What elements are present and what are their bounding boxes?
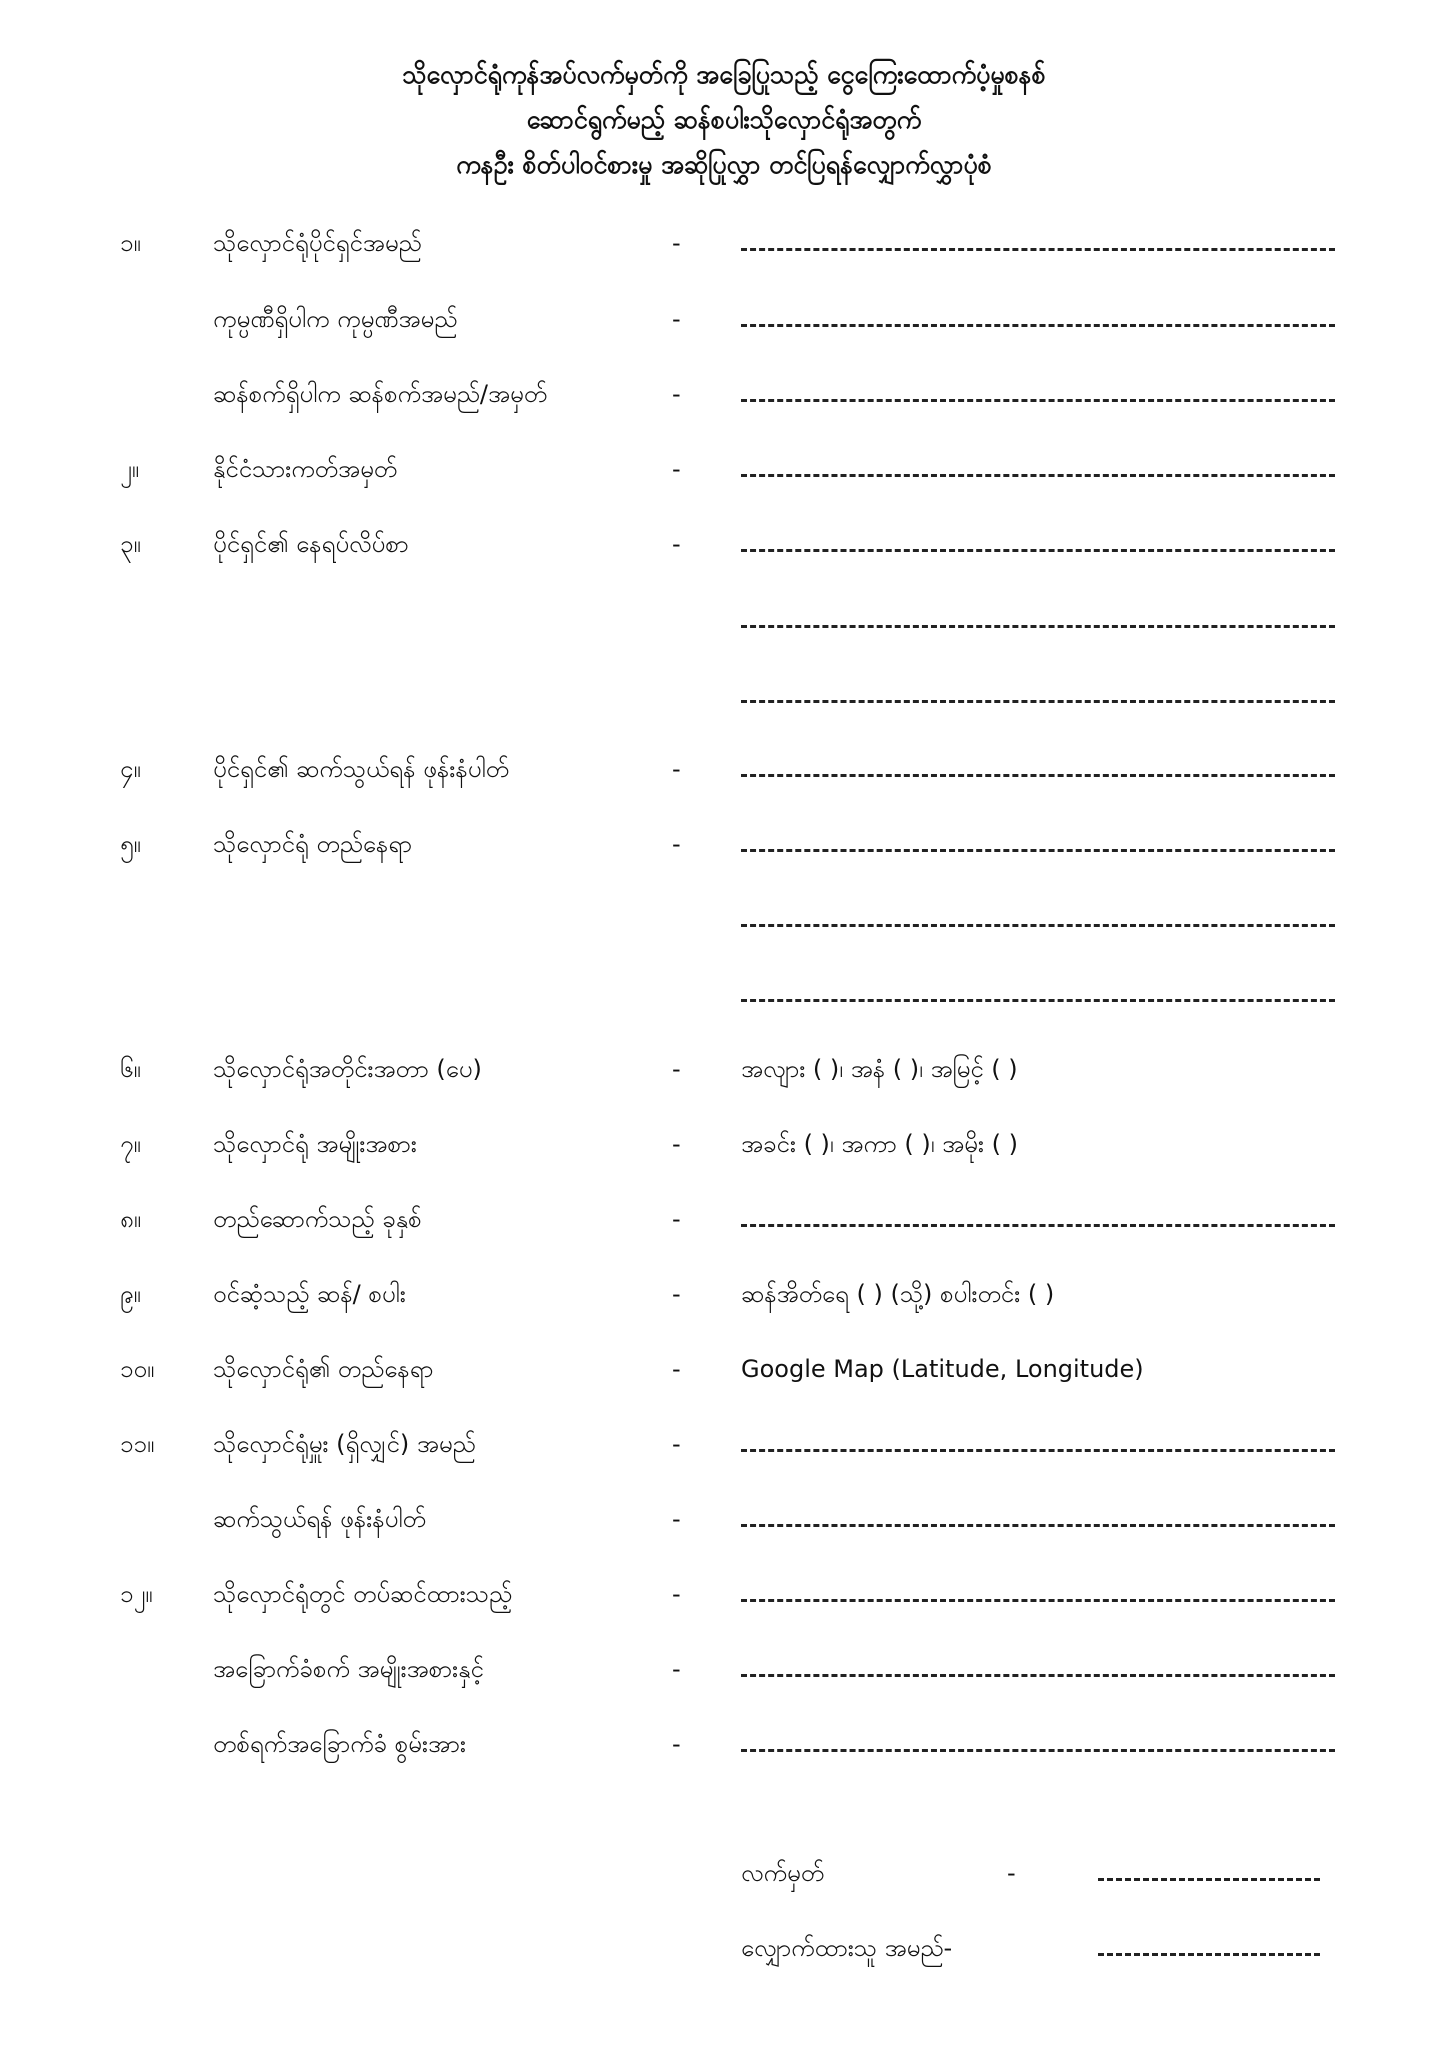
company-name-label: ကုမ္ပဏီရှိပါက ကုမ္ပဏီအမည် bbox=[213, 305, 458, 333]
form-row bbox=[0, 1044, 1448, 1094]
form-row bbox=[0, 218, 1448, 268]
title-line-3: ကနဦး စိတ်ပါဝင်စားမှု အဆိုပြုလွှာ တင်ပြရန်လျှောက်လွှာပုံစံ bbox=[456, 150, 992, 179]
form-row bbox=[0, 1269, 1448, 1319]
form-row bbox=[0, 1719, 1448, 1769]
item-number: ၃။ bbox=[120, 530, 141, 558]
form-row bbox=[0, 369, 1448, 419]
form-row bbox=[0, 1569, 1448, 1619]
form-row bbox=[0, 1194, 1448, 1244]
form-row-continuation bbox=[0, 969, 1448, 1019]
owner-phone-field[interactable] bbox=[741, 774, 1335, 777]
manager-phone-field[interactable] bbox=[741, 1524, 1335, 1527]
rice-mill-name-field[interactable] bbox=[741, 399, 1335, 402]
item-number: ၇။ bbox=[120, 1130, 141, 1158]
item-number: ၅။ bbox=[120, 830, 141, 858]
form-row-continuation bbox=[0, 894, 1448, 944]
signature-row bbox=[0, 1848, 1448, 1898]
signature-label: လက်မှတ် bbox=[741, 1859, 825, 1887]
manager-name-label: သိုလှောင်ရုံမှူး (ရှိလျှင်) အမည် bbox=[213, 1430, 476, 1458]
form-row bbox=[0, 294, 1448, 344]
form-row-continuation bbox=[0, 670, 1448, 720]
form-row bbox=[0, 1644, 1448, 1694]
title-line-2: ဆောင်ရွက်မည့် ဆန်စပါးသိုလှောင်ရုံအတွက် bbox=[526, 105, 922, 134]
separator: - bbox=[672, 1280, 681, 1308]
separator: - bbox=[1007, 1859, 1016, 1887]
item-number: ၁၁။ bbox=[120, 1430, 155, 1458]
warehouse-dimensions-fields[interactable]: အလျား ( )၊ အနံ ( )၊ အမြင့် ( ) bbox=[741, 1055, 1018, 1083]
nrc-number-label: နိုင်ငံသားကတ်အမှတ် bbox=[213, 455, 398, 483]
separator: - bbox=[672, 1055, 681, 1083]
form-row bbox=[0, 519, 1448, 569]
separator: - bbox=[672, 305, 681, 333]
warehouse-location-field-line-3[interactable] bbox=[741, 999, 1335, 1002]
form-row bbox=[0, 1419, 1448, 1469]
capacity-label: ဝင်ဆံ့သည့် ဆန်/ စပါး bbox=[213, 1280, 406, 1308]
dryer-capacity-label: တစ်ရက်အခြောက်ခံ စွမ်းအား bbox=[213, 1730, 466, 1758]
warehouse-map-location-label: သိုလှောင်ရုံ၏ တည်နေရာ bbox=[213, 1355, 434, 1383]
item-number: ၂။ bbox=[120, 455, 140, 483]
dryer-capacity-field[interactable] bbox=[741, 1749, 1335, 1752]
applicant-name-label: လျှောက်ထားသူ အမည်- bbox=[741, 1934, 953, 1962]
rice-mill-name-label: ဆန်စက်ရှိပါက ဆန်စက်အမည်/အမှတ် bbox=[213, 380, 548, 408]
form-row bbox=[0, 1494, 1448, 1544]
company-name-field[interactable] bbox=[741, 324, 1335, 327]
warehouse-location-field-line-2[interactable] bbox=[741, 924, 1335, 927]
form-row bbox=[0, 1119, 1448, 1169]
dryer-installed-label: သိုလှောင်ရုံတွင် တပ်ဆင်ထားသည့် bbox=[213, 1580, 513, 1608]
item-number: ၄။ bbox=[120, 755, 141, 783]
capacity-fields[interactable]: ဆန်အိတ်ရေ ( ) (သို့) စပါးတင်း ( ) bbox=[741, 1280, 1055, 1308]
form-title bbox=[0, 52, 1448, 187]
year-built-label: တည်ဆောက်သည့် ခုနှစ် bbox=[213, 1205, 422, 1233]
owner-name-label: သိုလှောင်ရုံပိုင်ရှင်အမည် bbox=[213, 229, 422, 257]
owner-address-field-line-3[interactable] bbox=[741, 700, 1335, 703]
item-number: ၁၀။ bbox=[120, 1355, 155, 1383]
owner-name-field[interactable] bbox=[741, 248, 1335, 251]
owner-address-field-line-2[interactable] bbox=[741, 625, 1335, 628]
separator: - bbox=[672, 530, 681, 558]
nrc-number-field[interactable] bbox=[741, 474, 1335, 477]
item-number: ၁။ bbox=[120, 229, 141, 257]
form-row bbox=[0, 744, 1448, 794]
form-row bbox=[0, 444, 1448, 494]
separator: - bbox=[672, 1655, 681, 1683]
year-built-field[interactable] bbox=[741, 1224, 1335, 1227]
separator: - bbox=[672, 455, 681, 483]
applicant-name-row bbox=[0, 1923, 1448, 1973]
google-map-coordinates-field[interactable]: Google Map (Latitude, Longitude) bbox=[741, 1355, 1144, 1383]
dryer-installed-field[interactable] bbox=[741, 1599, 1335, 1602]
owner-address-label: ပိုင်ရှင်၏ နေရပ်လိပ်စာ bbox=[213, 530, 409, 558]
form-row bbox=[0, 1344, 1448, 1394]
dryer-type-field[interactable] bbox=[741, 1674, 1335, 1677]
form-row bbox=[0, 819, 1448, 869]
separator: - bbox=[672, 1730, 681, 1758]
separator: - bbox=[672, 1580, 681, 1608]
separator: - bbox=[672, 380, 681, 408]
warehouse-type-fields[interactable]: အခင်း ( )၊ အကာ ( )၊ အမိုး ( ) bbox=[741, 1130, 1018, 1158]
separator: - bbox=[672, 1130, 681, 1158]
signature-field[interactable] bbox=[1098, 1878, 1320, 1881]
separator: - bbox=[672, 1205, 681, 1233]
separator: - bbox=[672, 1355, 681, 1383]
title-line-1: သိုလှောင်ရုံကုန်အပ်လက်မှတ်ကို အခြေပြုသည့် ငွေကြေးထောက်ပံ့မှုစနစ် bbox=[402, 60, 1046, 89]
warehouse-location-field-line-1[interactable] bbox=[741, 849, 1335, 852]
dryer-type-label: အခြောက်ခံစက် အမျိုးအစားနှင့် bbox=[213, 1655, 484, 1683]
owner-address-field-line-1[interactable] bbox=[741, 549, 1335, 552]
item-number: ၁၂။ bbox=[120, 1580, 153, 1608]
warehouse-location-label: သိုလှောင်ရုံ တည်နေရာ bbox=[213, 830, 412, 858]
warehouse-dimensions-label: သိုလှောင်ရုံအတိုင်းအတာ (ပေ) bbox=[213, 1055, 482, 1083]
item-number: ၉။ bbox=[120, 1280, 141, 1308]
manager-name-field[interactable] bbox=[741, 1449, 1335, 1452]
manager-phone-label: ဆက်သွယ်ရန် ဖုန်းနံပါတ် bbox=[213, 1505, 426, 1533]
form-row-continuation bbox=[0, 595, 1448, 645]
separator: - bbox=[672, 229, 681, 257]
separator: - bbox=[672, 830, 681, 858]
item-number: ၈။ bbox=[120, 1205, 141, 1233]
separator: - bbox=[672, 1430, 681, 1458]
applicant-name-field[interactable] bbox=[1098, 1953, 1320, 1956]
separator: - bbox=[672, 755, 681, 783]
separator: - bbox=[672, 1505, 681, 1533]
owner-phone-label: ပိုင်ရှင်၏ ဆက်သွယ်ရန် ဖုန်းနံပါတ် bbox=[213, 755, 509, 783]
warehouse-type-label: သိုလှောင်ရုံ အမျိုးအစား bbox=[213, 1130, 417, 1158]
item-number: ၆။ bbox=[120, 1055, 141, 1083]
